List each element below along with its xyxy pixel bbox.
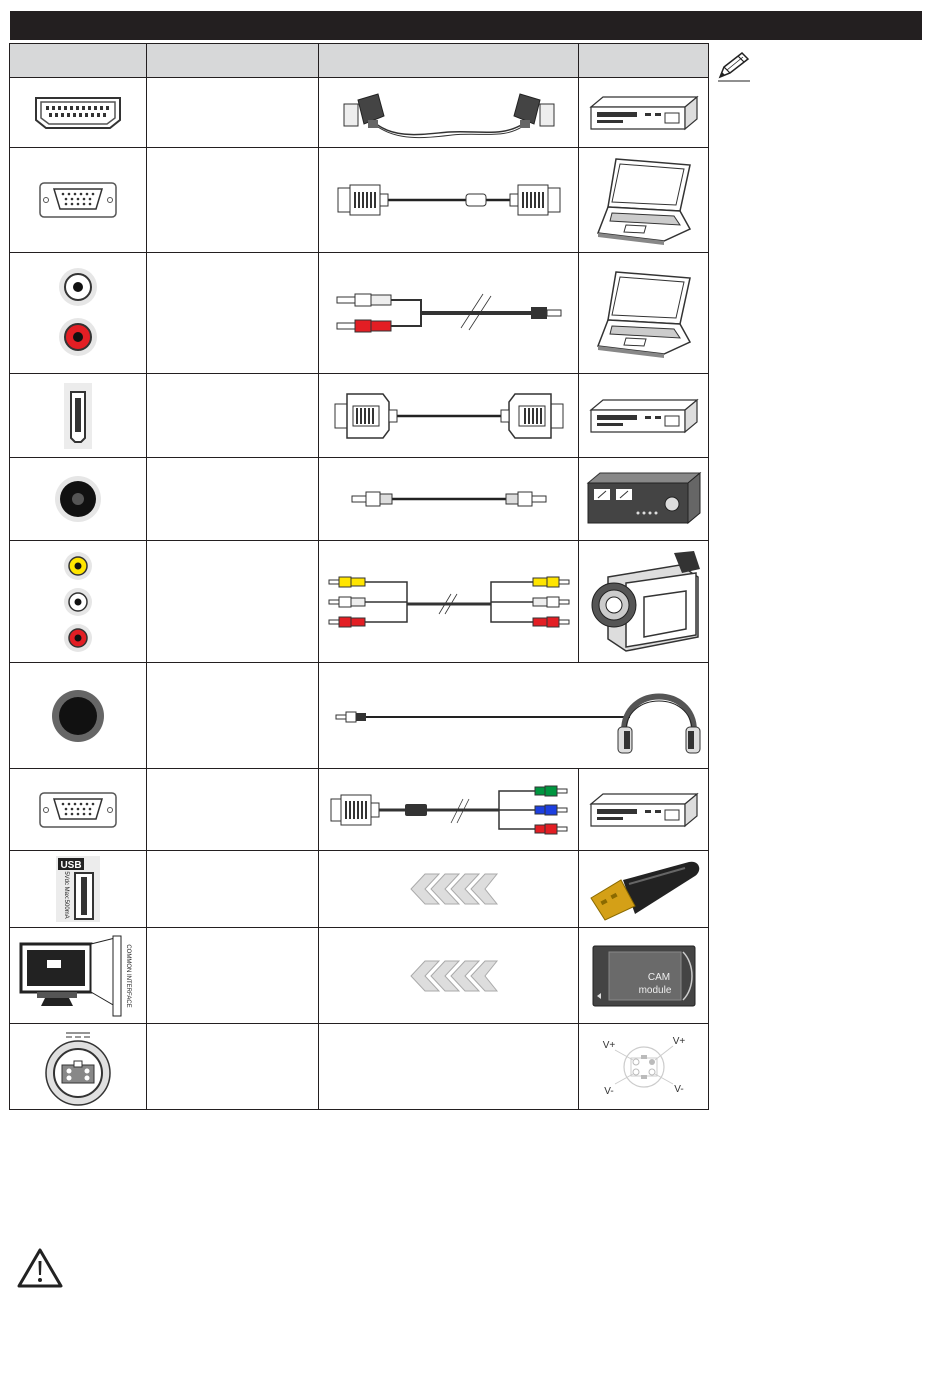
scart-cable-icon xyxy=(319,78,579,148)
rca-to-jack-cable-icon xyxy=(319,253,579,374)
table-row xyxy=(10,458,709,541)
insert-arrows-icon xyxy=(319,851,579,928)
table-row xyxy=(10,928,709,1024)
warning-triangle-icon xyxy=(16,1246,64,1290)
vga-to-component-cable-icon xyxy=(319,769,579,851)
hdmi-port-icon xyxy=(10,374,147,458)
module-label: module xyxy=(638,984,671,996)
vga-port-icon xyxy=(10,148,147,253)
connection-type-cell xyxy=(147,374,319,458)
dvd-player-icon xyxy=(579,769,709,851)
connection-type-cell xyxy=(147,769,319,851)
usb-stick-icon xyxy=(579,851,709,928)
headphone-cable-icon xyxy=(319,663,709,769)
headphone-port-icon xyxy=(10,663,147,769)
connection-type-cell xyxy=(147,78,319,148)
insert-arrows-icon xyxy=(319,928,579,1024)
vga-cable-icon xyxy=(319,148,579,253)
top-title-bar xyxy=(10,11,922,40)
cam-module-icon xyxy=(579,928,709,1024)
amplifier-icon xyxy=(579,458,709,541)
header-cell-device xyxy=(579,44,709,78)
connection-type-cell xyxy=(147,148,319,253)
dvd-player-icon xyxy=(579,78,709,148)
table-row xyxy=(10,148,709,253)
connection-type-cell xyxy=(147,253,319,374)
usb-port-icon xyxy=(10,851,147,928)
pin-label-v-minus-right: V- xyxy=(673,1083,684,1095)
vga-port-icon xyxy=(10,769,147,851)
usb-power-rating: 5Vdc Max:500mA xyxy=(63,871,69,919)
table-row xyxy=(10,253,709,374)
pin-label-v-minus-left: V- xyxy=(603,1085,614,1097)
connection-type-cell xyxy=(147,458,319,541)
dvd-player-icon xyxy=(579,374,709,458)
pin-label-v-plus-left: V+ xyxy=(602,1039,615,1051)
table-row xyxy=(10,663,709,769)
cam-label: CAM xyxy=(647,971,670,983)
dc-power-port-icon xyxy=(10,1024,147,1110)
table-header-row xyxy=(10,44,709,78)
common-interface-label: COMMON INTERFACE xyxy=(125,943,131,1008)
connection-type-cell xyxy=(147,851,319,928)
table-row xyxy=(10,374,709,458)
av-ports-icon xyxy=(10,541,147,663)
coaxial-cable-icon xyxy=(319,458,579,541)
usb-port-label: USB xyxy=(60,860,82,871)
rca-audio-port-icon xyxy=(10,253,147,374)
table-row xyxy=(10,78,709,148)
headphones-icon xyxy=(618,696,700,753)
table-row xyxy=(10,769,709,851)
connection-type-cell xyxy=(147,1024,319,1110)
av-cable-icon xyxy=(319,541,579,663)
header-cell-connector xyxy=(10,44,147,78)
connection-type-cell xyxy=(147,541,319,663)
laptop-icon xyxy=(579,253,709,374)
header-cell-cables xyxy=(319,44,579,78)
hdmi-cable-icon xyxy=(319,374,579,458)
table-row xyxy=(10,541,709,663)
cable-cell-empty xyxy=(319,1024,579,1110)
header-cell-type xyxy=(147,44,319,78)
laptop-icon xyxy=(579,148,709,253)
pin-label-v-plus-right: V+ xyxy=(672,1035,685,1047)
camcorder-icon xyxy=(579,541,709,663)
spdif-port-icon xyxy=(10,458,147,541)
table-row xyxy=(10,1024,709,1110)
pencil-icon xyxy=(716,51,752,83)
tv-ci-slot-icon xyxy=(10,928,147,1024)
scart-port-icon xyxy=(10,78,147,148)
connection-type-cell xyxy=(147,663,319,769)
connection-table xyxy=(9,43,709,1110)
dc-pinout-icon xyxy=(579,1024,709,1110)
table-row xyxy=(10,851,709,928)
connection-type-cell xyxy=(147,928,319,1024)
